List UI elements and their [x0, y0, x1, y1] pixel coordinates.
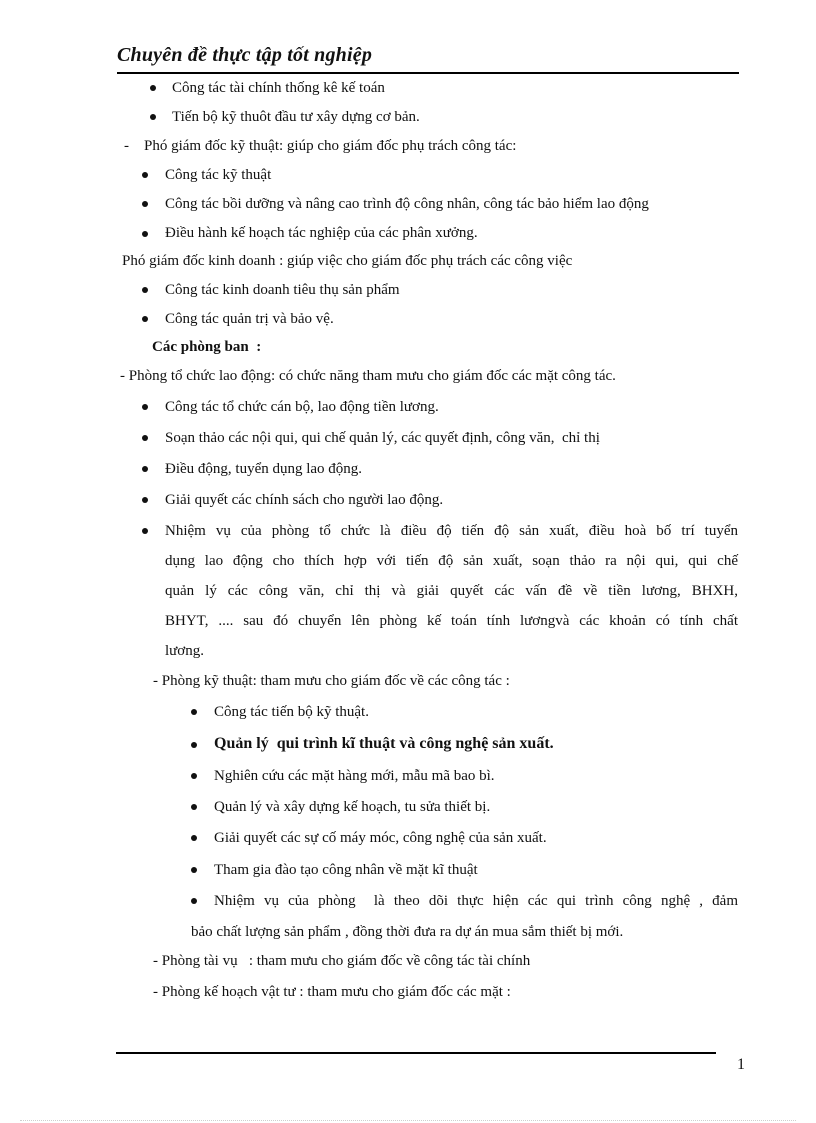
- list-item: Công tác tài chính thống kê kế toán: [172, 80, 385, 96]
- list-item: Công tác tiến bộ kỹ thuật.: [214, 704, 369, 720]
- list-item: Tham gia đào tạo công nhân về mặt kĩ thuật: [214, 862, 478, 878]
- page-header-title: Chuyên đề thực tập tốt nghiệp: [117, 44, 373, 66]
- bullet-icon: [191, 835, 197, 841]
- list-item: Quản lý và xây dựng kế hoạch, tu sửa thiết bị.: [214, 799, 491, 815]
- list-item-line: Nhiệm vụ của phòng tổ chức là điều độ tiến độ sản xuất, điều hoà bố trí tuyển: [165, 523, 738, 539]
- list-item: Công tác kinh doanh tiêu thụ sản phẩm: [165, 282, 400, 298]
- bullet-icon: [142, 287, 148, 293]
- list-item: Công tác kỹ thuật: [165, 167, 272, 183]
- bullet-icon: [142, 316, 148, 322]
- bullet-icon: [142, 201, 148, 207]
- bullet-icon: [142, 497, 148, 503]
- list-item: Điều động, tuyển dụng lao động.: [165, 461, 363, 477]
- footer-rule: [116, 1052, 716, 1054]
- list-item: Công tác tổ chức cán bộ, lao động tiền lương.: [165, 399, 439, 415]
- list-item: Công tác bồi dưỡng và nâng cao trình độ công nhân, công tác bảo hiểm lao động: [165, 196, 649, 212]
- bullet-icon: [150, 114, 156, 120]
- subsection-heading: - Phòng tài vụ : tham mưu cho giám đốc về công tác tài chính: [153, 953, 531, 969]
- subsection-heading: - Phòng kỹ thuật: tham mưu cho giám đốc về các công tác :: [153, 673, 510, 689]
- bullet-icon: [191, 742, 197, 748]
- paragraph: - Phó giám đốc kỹ thuật: giúp cho giám đốc phụ trách công tác:: [124, 138, 517, 154]
- paragraph: Phó giám đốc kinh doanh : giúp việc cho giám đốc phụ trách các công việc: [122, 253, 573, 269]
- list-item: Điều hành kế hoạch tác nghiệp của các phân xưởng.: [165, 225, 478, 241]
- bullet-icon: [150, 85, 156, 91]
- bullet-icon: [191, 804, 197, 810]
- list-item: Quản lý qui trình kĩ thuật và công nghệ sản xuất.: [214, 735, 554, 752]
- list-item: Giải quyết các chính sách cho người lao động.: [165, 492, 444, 508]
- bullet-icon: [191, 709, 197, 715]
- list-item: Tiến bộ kỹ thuôt đầu tư xây dựng cơ bản.: [172, 109, 420, 125]
- paragraph: - Phòng tổ chức lao động: có chức năng tham mưu cho giám đốc các mặt công tác.: [120, 368, 616, 384]
- list-item: Công tác quản trị và bảo vệ.: [165, 311, 334, 327]
- list-item-line: BHYT, .... sau đó chuyển lên phòng kế toán tính lươngvà các khoản có tính chất: [165, 613, 738, 629]
- bullet-icon: [142, 466, 148, 472]
- list-item-line: quản lý các công văn, chỉ thị và giải quyết các vấn đề về tiền lương, BHXH,: [165, 583, 738, 599]
- subsection-heading: - Phòng kế hoạch vật tư : tham mưu cho giám đốc các mặt :: [153, 984, 511, 1000]
- list-item-line: Nhiệm vụ của phòng là theo dõi thực hiện các qui trình công nghệ , đảm: [214, 893, 738, 909]
- header-rule: [117, 72, 739, 74]
- bullet-icon: [191, 898, 197, 904]
- bullet-icon: [142, 528, 148, 534]
- section-heading: Các phòng ban :: [152, 339, 262, 355]
- bullet-icon: [191, 773, 197, 779]
- page-edge-divider: [20, 1120, 796, 1121]
- list-item: Nghiên cứu các mặt hàng mới, mẫu mã bao bì.: [214, 768, 495, 784]
- bullet-icon: [142, 172, 148, 178]
- bullet-icon: [142, 435, 148, 441]
- list-item-line: lương.: [165, 643, 204, 659]
- bullet-icon: [191, 867, 197, 873]
- list-item: Giải quyết các sự cố máy móc, công nghệ của sản xuất.: [214, 830, 547, 846]
- page-number: 1: [737, 1056, 745, 1073]
- list-item: Soạn thảo các nội qui, qui chế quản lý, các quyết định, công văn, chỉ thị: [165, 430, 600, 446]
- bullet-icon: [142, 231, 148, 237]
- list-item-line: bảo chất lượng sản phẩm , đồng thời đưa ra dự án mua sắm thiết bị mới.: [191, 924, 624, 940]
- list-item-line: dụng lao động cho thích hợp với tiến độ sản xuất, soạn thảo ra nội qui, qui chế: [165, 553, 738, 569]
- bullet-icon: [142, 404, 148, 410]
